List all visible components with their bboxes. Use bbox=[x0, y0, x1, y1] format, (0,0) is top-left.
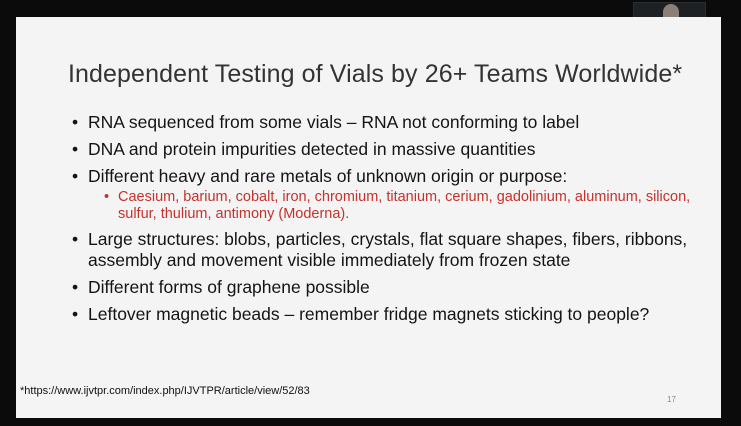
sub-bullet-list bbox=[88, 189, 702, 223]
bullet-dot: • bbox=[72, 229, 79, 249]
bullet-text: Different forms of graphene possible bbox=[88, 277, 370, 297]
bullet-dot: • bbox=[72, 139, 79, 159]
bullet-item bbox=[72, 112, 702, 133]
bullet-text: Different heavy and rare metals of unknown origin or purpose: bbox=[88, 166, 568, 186]
bullet-item bbox=[72, 304, 702, 325]
bullet-text: Leftover magnetic beads – remember fridge magnets sticking to people? bbox=[88, 304, 650, 324]
bullet-item bbox=[72, 166, 702, 223]
bullet-list bbox=[72, 112, 702, 331]
bullet-item bbox=[72, 139, 702, 160]
bullet-item bbox=[72, 277, 702, 298]
bullet-dot: • bbox=[72, 166, 79, 186]
sub-bullet-dot: • bbox=[104, 189, 110, 205]
page-number: 17 bbox=[667, 395, 676, 404]
slide-title: Independent Testing of Vials by 26+ Teams Worldwide* bbox=[68, 60, 683, 88]
bullet-item bbox=[72, 229, 702, 271]
bullet-text: RNA sequenced from some vials – RNA not conforming to label bbox=[88, 112, 580, 132]
bullet-dot: • bbox=[72, 277, 79, 297]
bullet-dot: • bbox=[72, 304, 79, 324]
footnote-link[interactable]: *https://www.ijvtpr.com/index.php/IJVTPR/article/view/52/83 bbox=[20, 385, 310, 397]
bullet-text: Large structures: blobs, particles, crystals, flat square shapes, fibers, ribbons, assembly and movement visible immediately from frozen state bbox=[88, 229, 688, 270]
sub-bullet-item bbox=[104, 189, 702, 223]
sub-bullet-text: Caesium, barium, cobalt, iron, chromium, titanium, cerium, gadolinium, aluminum, silicon, sulfur, thulium, antimony (Moderna). bbox=[118, 189, 691, 222]
bullet-dot: • bbox=[72, 112, 79, 132]
bullet-text: DNA and protein impurities detected in massive quantities bbox=[88, 139, 536, 159]
slide bbox=[16, 17, 721, 418]
